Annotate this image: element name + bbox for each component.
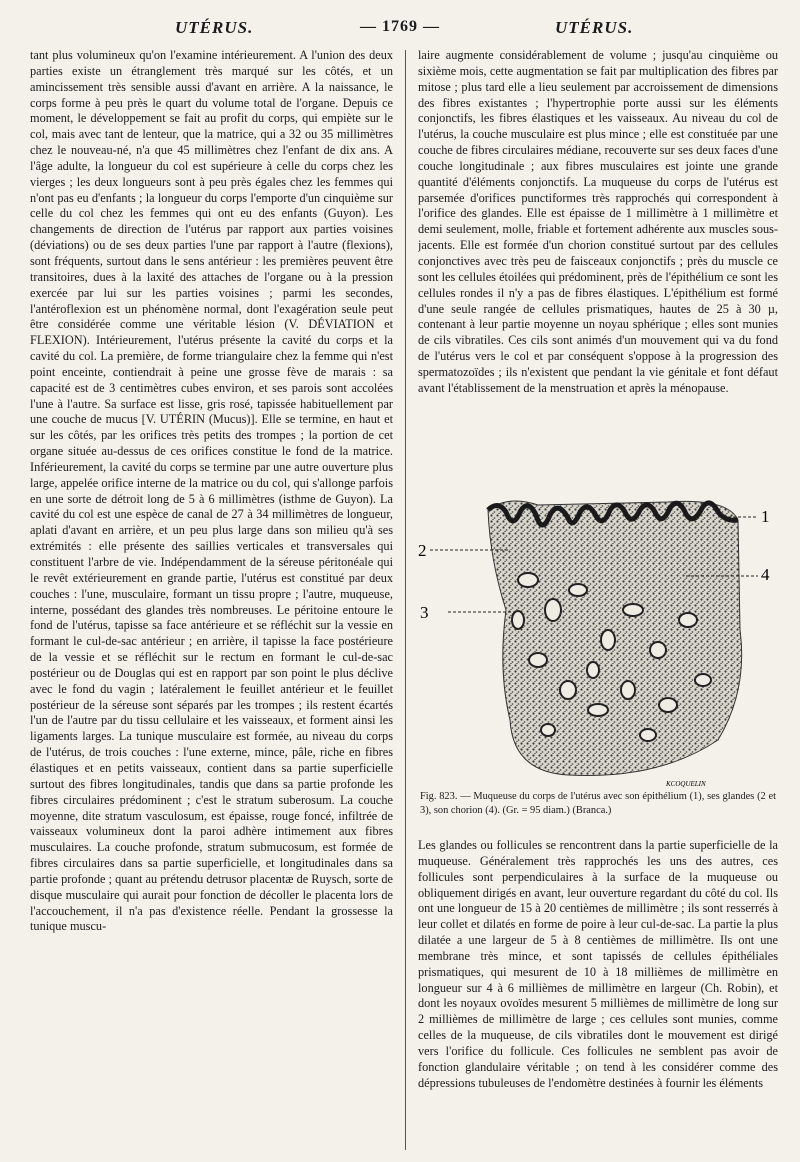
figure-label-1: 1 (761, 507, 770, 526)
running-header (0, 18, 800, 42)
right-column-bottom-text (418, 838, 778, 1153)
right-column-top-text (418, 48, 778, 488)
engraver-signature: KCOQUELIN (666, 780, 706, 788)
figure-label-3: 3 (420, 603, 429, 622)
column-divider (405, 50, 406, 1150)
right-column-bottom-paragraph: Les glandes ou follicules se rencontrent dans la partie superficielle de la muqueuse. Généralement très rapprochés les uns des autres, ces follicules sont perpendiculaires à la surface de la muqueuse ou obliquement dirigés en avant, leur ouverture regardant du côté du col. Ils ont une longueur de 15 à 20 centièmes de millimètre ; ils sont resserrés à leur collet et dilatés en forme de poire à leur cul-de-sac. La partie la plus dilatée a une largeur de 5 à 8 centièmes de millimètre. Ils ont une membrane très mince, et sont tapissés de cellules épithéliales prismatiques, qui mesurent de 10 à 18 millièmes de millimètre en longueur sur 4 à 6 millièmes de millimètre en largeur (Ch. Robin), et dont les noyaux ovoïdes mesurent 5 millièmes de millimètre de long sur 2 millièmes de millimètre de large ; ces cellules sont munies, comme celles de la muqueuse, de cils vibratiles dont le mouvement est dirigé vers l'orifice du follicule. Ces follicules ne semblent pas avoir de fonction glandulaire véritable ; on tend à les considérer comme des dépressions tubuleuses de l'endomètre destinées à fournir les éléments (418, 838, 778, 1090)
figure-caption: Fig. 823. — Muqueuse du corps de l'utérus avec son épithélium (1), ses glandes (2 et 3), son chorion (4). (Gr. = 95 diam.) (Branca.) (420, 791, 776, 816)
figure-label-4: 4 (761, 565, 770, 584)
header-right-title: UTÉRUS. (555, 18, 634, 37)
mucosa-illustration (418, 490, 778, 790)
figure-label-2: 2 (418, 541, 427, 560)
header-left-title: UTÉRUS. (175, 18, 254, 37)
page-number: — 1769 — (360, 18, 440, 35)
left-column-paragraph: tant plus volumineux qu'on l'examine intérieurement. A l'union des deux parties existe un étranglement très marqué sur les côtés, et un amincissement très sensible aussi d'avant en arrière. A la naissance, le corps forme à peu près le quart du volume total de l'organe. Depuis ce moment, le développement se fait au profit du corps, qui empiète sur le col, mais avec tant de lenteur, que la matrice, qui a 32 ou 35 millimètres chez le nouveau-né, n'a que 45 millimètres chez l'enfant de dix ans. A l'âge adulte, la longueur du col est supérieure à celle du corps chez les vierges ; les deux longueurs sont à peu près égales chez les femmes qui n'ont pas eu d'enfants ; la longueur du corps l'emporte d'un cinquième sur celle du col chez les femmes qui ont eu des enfants (Guyon). Les changements de direction de l'utérus par rapport aux parties voisines (déviations) ou de ses deux parties l'une par rapport à l'autre (flexions), sont fréquents, surtout dans le sens antérieur : les premières peuvent être transitoires, dues à la laxité des attaches de l'organe ou à la pression exercée par lui sur les parties voisines ; parmi les secondes, l'antéroflexion est un phénomène normal, dont l'exagération seule peut être considérée comme une véritable lésion (V. DÉVIATION et FLEXION). Intérieurement, l'utérus présente la cavité du corps et la cavité du col. La première, de forme triangulaire chez la femme qui n'est point enceinte, contiendrait à peine une grosse fève de marais : sa capacité est de 3 centimètres cubes environ, et ses parois sont accolées l'une à l'autre. Sa surface est lisse, gris rosé, tapissée habituellement par une couche de mucus [V. UTÉRIN (Mucus)]. Elle se termine, en haut et sur les côtés, par les orifices très petits des trompes ; la portion de cet organe située au-dessus de ces orifices constitue le fond de la matrice. Inférieurement, la cavité du corps se termine par une autre ouverture plus large, appelée orifice interne de la matrice ou du col, qui s'allonge parfois en une sorte de détroit long de 5 à 6 millimètres (isthme de Guyon). La cavité du col est une espèce de canal de 27 à 34 millimètres de longueur, aplati d'avant en arrière, et un peu plus large dans son milieu qu'à ses extrémités : elle présente des saillies verticales et transversales qui constituent l'arbre de vie. Indépendamment de la séreuse péritonéale qui le revêt extérieurement en grande partie, l'utérus est constitué par deux couches : l'une, musculaire, formant un tissu propre ; l'autre, muqueuse, interne, possédant des glandes très nombreuses. Le péritoine entoure le fond de l'utérus, tapisse sa face antérieure et se réfléchit sur la vessie en formant le cul-de-sac antérieur ; en arrière, il tapisse la face postérieure de la vessie et se réfléchit sur le rectum en formant le cul-de-sac postérieur ou de Douglas qui est en rapport par son point le plus déclive avec le fond du vagin ; latéralement le feuillet antérieur et le feuillet postérieur de la séreuse sont séparés par les trompes ; ils restent écartés l'un de l'autre par du tissu cellulaire et les vaisseaux, et forment ainsi les ligaments larges. La tunique musculaire est formée, au niveau du corps de l'utérus, de trois couches : l'une externe, mince, pâle, riche en fibres élastiques et en petits vaisseaux, contient dans sa partie superficielle surtout des fibres longitudinales, tandis que dans sa partie profonde les fibres circulaires prédominent ; c'est le stratum suberosum. La couche moyenne, dite stratum vasculosum, est épaisse, rouge foncé, infiltrée de vaisseaux volumineux dont la paroi adhère intimement aux fibres musculaires. La couche profonde, stratum submucosum, est formée de fibres circulaires dans sa partie superficielle, et longitudinales dans sa partie profonde ; quant au prétendu detrusor placentæ de Ruysch, sorte de disque musculaire qui aurait pour fonction de décoller le placenta lors de l'accouchement, il n'a pas d'existence réelle. Pendant la grossesse la tunique muscu- (30, 48, 393, 934)
left-column-text (30, 48, 393, 1153)
right-column-top-paragraph: laire augmente considérablement de volume ; jusqu'au cinquième ou sixième mois, cette augmentation se fait par multiplication des fibres par mitose ; plus tard elle a lieu seulement par accroissement de dimensions des fibres existantes ; l'hypertrophie porte aussi sur les éléments conjonctifs, les fibres élastiques et les vaisseaux. Au niveau du col de l'utérus, la couche musculaire est plus mince ; elle est constituée par une couche de fibres circulaires médiane, recouverte sur ses deux faces d'une couche longitudinale ; aux fibres musculaires est jointe une grande quantité d'éléments conjonctifs. La muqueuse du corps de l'utérus est parsemée d'orifices punctiformes très rapprochés qui correspondent à l'orifice des glandes. Elle est épaisse de 1 millimètre à 1 millimètre et demi seulement, molle, friable et fortement adhérente aux muscles sous-jacents. Elle est formée d'un chorion constitué surtout par des cellules conjonctives avec très peu de faisceaux conjonctifs ; près du muscle ce sont les cellules étoilées qui prédominent, près de l'épithélium ce sont les cellules rondes il n'y a pas de fibres élastiques. L'épithélium est formé d'une seule rangée de cellules prismatiques, hautes de 25 à 30 µ, contenant à leur partie moyenne un noyau sphérique ; elles sont munies de cils vibratiles. Ces cils sont animés d'un mouvement qui va du fond de l'utérus vers le col et par conséquent s'oppose à la progression des spermatozoïdes ; ils n'existent que pendant la vie génitale et font défaut avant l'établissement de la menstruation et après la ménopause. (418, 48, 778, 395)
histology-figure (418, 490, 778, 790)
